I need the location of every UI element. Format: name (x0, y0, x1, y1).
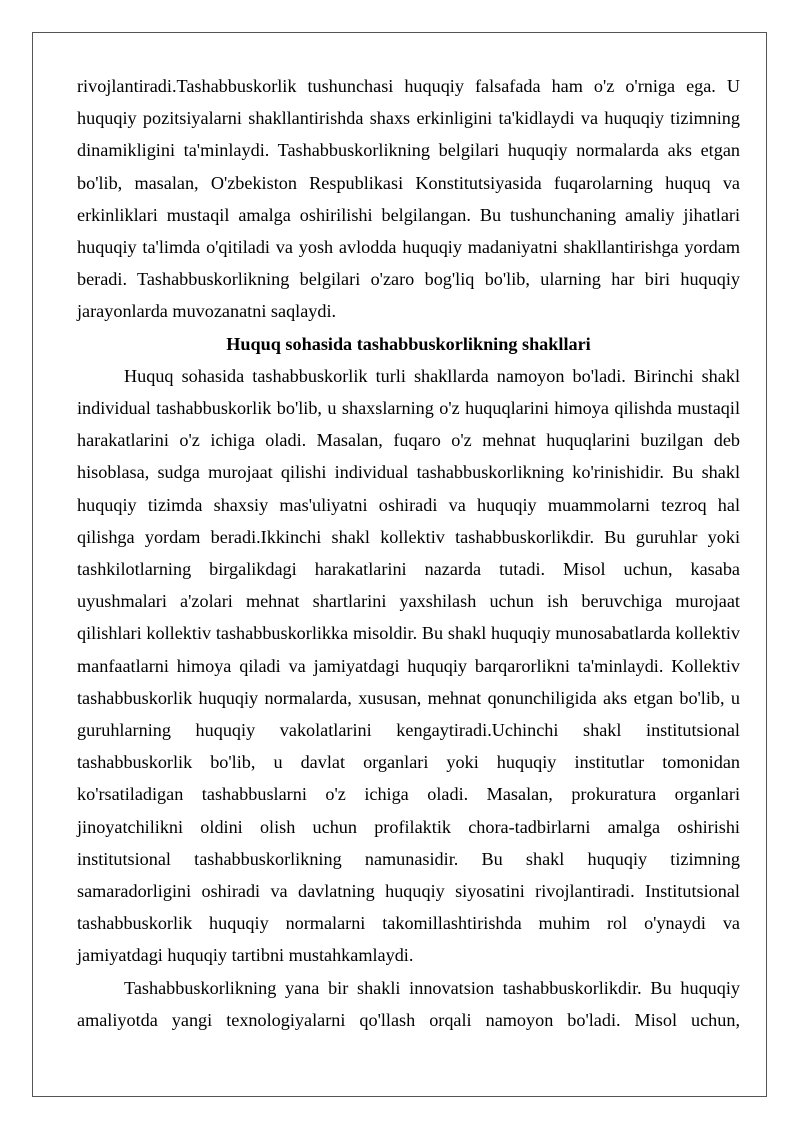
document-body (77, 70, 740, 1036)
section-heading: Huquq sohasida tashabbuskorlikning shakllari (226, 333, 591, 354)
paragraph: Huquq sohasida tashabbuskorlik turli shakllarda namoyon bo'ladi. Birinchi shakl individual tashabbuskorlik bo'lib, u shaxslarning o'z huquqlarini himoya qilishda mustaqil harakatlarini o'z ichiga oladi. Masalan, fuqaro o'z mehnat huquqlarini buzilgan deb hisoblasa, sudga murojaat qilishi individual tashabbuskorlikning ko'rinishidir. Bu shakl huquqiy tizimda shaxsiy mas'uliyatni oshiradi va huquqiy muammolarni tezroq hal qilishga yordam beradi.Ikkinchi shakl kollektiv tashabbuskorlikdir. Bu guruhlar yoki tashkilotlarning birgalikdagi harakatlarini nazarda tutadi. Misol uchun, kasaba uyushmalari a'zolari mehnat shartlarini yaxshilash uchun ish beruvchiga murojaat qilishlari kollektiv tashabbuskorlikka misoldir. Bu shakl huquqiy munosabatlarda kollektiv manfaatlarni himoya qiladi va jamiyatdagi huquqiy barqarorlikni ta'minlaydi. Kollektiv tashabbuskorlik huquqiy normalarda, xususan, mehnat qonunchiligida aks etgan bo'lib, u guruhlarning huquqiy vakolatlarini kengaytiradi.Uchinchi shakl institutsional tashabbuskorlik bo'lib, u davlat organlari yoki huquqiy institutlar tomonidan ko'rsatiladigan tashabbuslarni o'z ichiga oladi. Masalan, prokuratura organlari jinoyatchilikni oldini olish uchun profilaktik chora-tadbirlarni amalga oshirishi institutsional tashabbuskorlikning namunasidir. Bu shakl huquqiy tizimning samaradorligini oshiradi va davlatning huquqiy siyosatini rivojlantiradi. Institutsional tashabbuskorlik huquqiy normalarni takomillashtirishda muhim rol o'ynaydi va jamiyatdagi huquqiy tartibni mustahkamlaydi. (77, 365, 740, 966)
paragraph: rivojlantiradi.Tashabbuskorlik tushunchasi huquqiy falsafada ham o'z o'rniga ega. U huquqiy pozitsiyalarni shakllantirishda shaxs erkinligini ta'kidlaydi va huquqiy tizimning dinamikligini ta'minlaydi. Tashabbuskorlikning belgilari huquqiy normalarda aks etgan bo'lib, masalan, O'zbekiston Respublikasi Konstitutsiyasida fuqarolarning huquq va erkinliklari mustaqil amalga oshirilishi belgilangan. Bu tushunchaning amaliy jihatlari huquqiy ta'limda o'qitiladi va yosh avlodda huquqiy madaniyatni shakllantirishga yordam beradi. Tashabbuskorlikning belgilari o'zaro bog'liq bo'lib, ularning har biri huquqiy jarayonlarda muvozanatni saqlaydi. (77, 76, 740, 322)
paragraph: Tashabbuskorlikning yana bir shakli innovatsion tashabbuskorlikdir. Bu huquqiy amaliyotda yangi texnologiyalarni qo'llash orqali namoyon bo'ladi. Misol uchun, (77, 977, 740, 1030)
